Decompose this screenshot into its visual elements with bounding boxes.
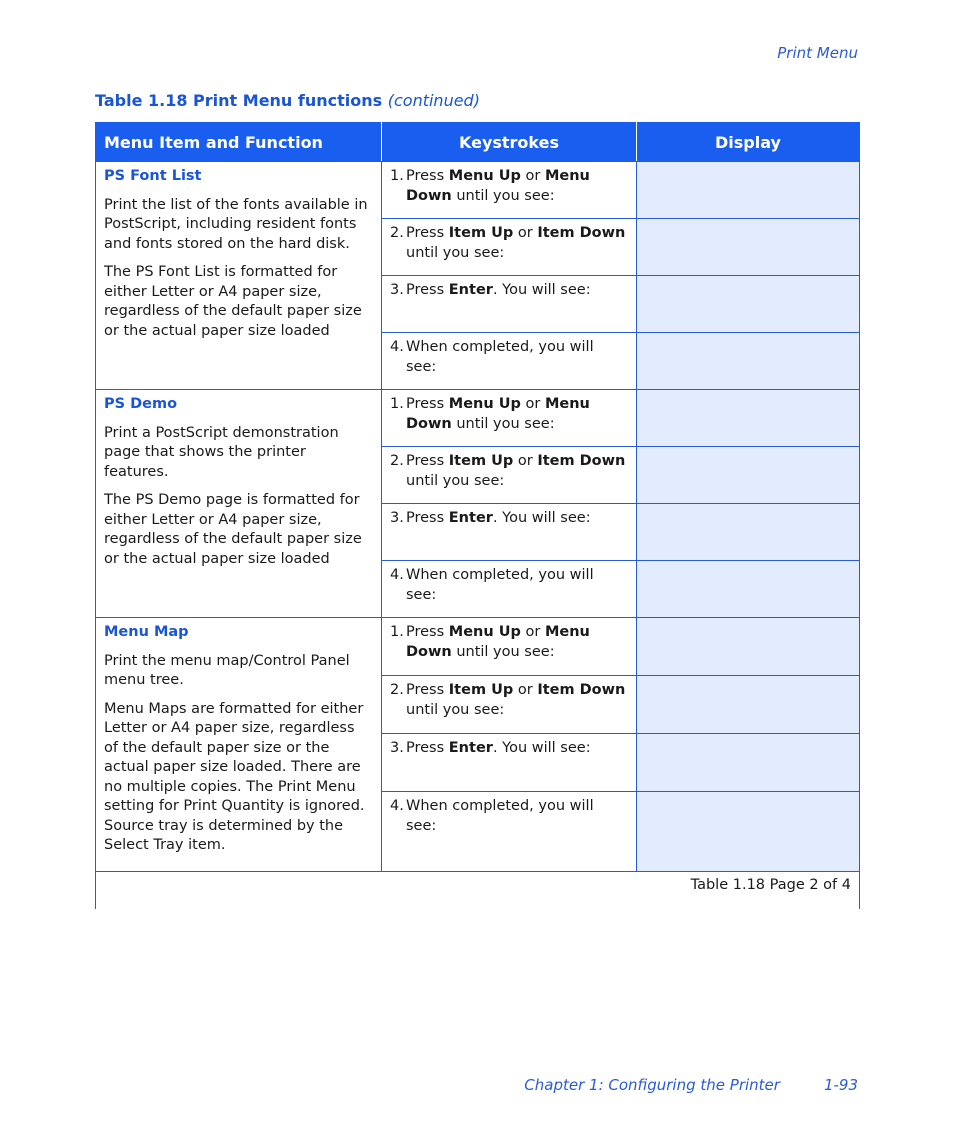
- keystroke-step-1: [382, 162, 637, 219]
- menu-item-cell: [96, 162, 382, 390]
- display-cell: [637, 792, 860, 871]
- print-menu-functions-table: [95, 122, 860, 909]
- step-key: Item Down: [537, 225, 626, 241]
- table-caption: [95, 91, 480, 110]
- step-text: Press: [406, 282, 449, 298]
- step-key: Menu Down: [406, 624, 590, 660]
- step-text: Press: [406, 740, 449, 757]
- step-text: . You will see:: [492, 282, 591, 298]
- step-text: Press: [406, 396, 449, 412]
- table-row: [96, 162, 860, 219]
- display-cell: [637, 618, 860, 676]
- step-key: Enter: [448, 510, 493, 526]
- step-number: 1.: [390, 168, 404, 184]
- step-key: Enter: [448, 740, 493, 757]
- display-cell: [637, 219, 860, 276]
- step-key: Item Up: [448, 682, 514, 699]
- step-text: or: [513, 225, 538, 241]
- step-key: Item Down: [537, 682, 626, 699]
- display-cell: [637, 734, 860, 792]
- step-key: Item Up: [448, 225, 514, 241]
- step-text: until you see:: [451, 187, 555, 204]
- table-caption-continued: (continued): [387, 91, 480, 110]
- step-key: Item Up: [448, 453, 514, 469]
- step-number: 2.: [390, 682, 404, 699]
- menu-item-description: Print the list of the fonts available in PostScript, including resident fonts and fonts stored on the hard disk.: [104, 196, 368, 252]
- running-footer: [524, 1076, 858, 1094]
- table-header-row: [96, 123, 860, 162]
- step-number: 3.: [390, 282, 404, 298]
- step-text: or: [520, 396, 545, 412]
- step-text: When completed, you will see:: [406, 567, 594, 603]
- page-number: 1-93: [823, 1076, 858, 1094]
- step-number: 4.: [390, 798, 404, 815]
- display-cell: [637, 447, 860, 504]
- keystroke-step-3: [382, 276, 637, 333]
- step-text: until you see:: [406, 701, 505, 718]
- step-key: Menu Down: [406, 396, 590, 432]
- running-header: Print Menu: [777, 44, 858, 62]
- step-text: When completed, you will see:: [406, 798, 594, 834]
- display-cell: [637, 333, 860, 390]
- keystroke-step-2: [382, 676, 637, 734]
- menu-item-name: Menu Map: [104, 624, 189, 640]
- keystroke-step-4: [382, 561, 637, 618]
- step-text: Press: [406, 453, 449, 469]
- menu-item-description: Print the menu map/Control Panel menu tree.: [104, 652, 350, 688]
- step-key: Item Down: [537, 453, 626, 469]
- table-caption-label: Table 1.18 Print Menu functions: [95, 91, 383, 110]
- step-number: 4.: [390, 339, 404, 355]
- step-key: Menu Up: [448, 624, 521, 640]
- step-text: Press: [406, 682, 449, 699]
- step-text: . You will see:: [492, 510, 591, 526]
- step-text: Press: [406, 225, 449, 241]
- step-text: or: [513, 453, 538, 469]
- step-number: 4.: [390, 567, 404, 583]
- keystroke-step-1: [382, 390, 637, 447]
- step-number: 2.: [390, 453, 404, 469]
- step-number: 3.: [390, 510, 404, 526]
- column-header-menu-item: Menu Item and Function: [96, 123, 382, 162]
- display-cell: [637, 561, 860, 618]
- step-number: 2.: [390, 225, 404, 241]
- menu-item-name: PS Font List: [104, 168, 202, 184]
- step-key: Enter: [448, 282, 493, 298]
- step-text: or: [513, 682, 538, 699]
- keystroke-step-3: [382, 734, 637, 792]
- step-key: Menu Up: [448, 168, 521, 184]
- display-cell: [637, 676, 860, 734]
- keystroke-step-2: [382, 447, 637, 504]
- keystroke-step-1: [382, 618, 637, 676]
- step-text: until you see:: [406, 472, 505, 489]
- menu-item-description: The PS Font List is formatted for either Letter or A4 paper size, regardless of the default paper size or the actual paper size loaded: [104, 264, 362, 339]
- step-text: or: [520, 624, 545, 640]
- step-text: Press: [406, 624, 449, 640]
- column-header-display: Display: [637, 123, 860, 162]
- display-cell: [637, 276, 860, 333]
- keystroke-step-4: [382, 333, 637, 390]
- column-header-keystrokes: Keystrokes: [382, 123, 637, 162]
- step-number: 1.: [390, 396, 404, 412]
- keystroke-step-2: [382, 219, 637, 276]
- step-text: until you see:: [451, 415, 555, 432]
- keystroke-step-3: [382, 504, 637, 561]
- menu-item-name: PS Demo: [104, 396, 178, 412]
- step-key: Menu Down: [406, 168, 590, 204]
- step-number: 1.: [390, 624, 404, 640]
- table-page-indicator: Table 1.18 Page 2 of 4: [96, 871, 860, 909]
- display-cell: [637, 162, 860, 219]
- step-text: When completed, you will see:: [406, 339, 594, 375]
- menu-item-description: The PS Demo page is formatted for either Letter or A4 paper size, regardless of the default paper size or the actual paper size loaded: [104, 492, 362, 567]
- keystroke-step-4: [382, 792, 637, 871]
- table-footer-row: [96, 871, 860, 909]
- menu-item-cell: [96, 618, 382, 872]
- step-text: Press: [406, 168, 449, 184]
- menu-item-description: Menu Maps are formatted for either Letter or A4 paper size, regardless of the default paper size or the actual paper size loaded. There are no multiple copies. The Print Menu setting for Print Quantity is ignored. Source tray is determined by the Select Tray item.: [104, 700, 365, 853]
- display-cell: [637, 390, 860, 447]
- display-cell: [637, 504, 860, 561]
- step-text: until you see:: [406, 244, 505, 261]
- table-row: [96, 618, 860, 676]
- menu-item-cell: [96, 390, 382, 618]
- step-text: Press: [406, 510, 449, 526]
- step-text: until you see:: [451, 643, 555, 660]
- step-key: Menu Up: [448, 396, 521, 412]
- menu-item-description: Print a PostScript demonstration page that shows the printer features.: [104, 424, 339, 480]
- chapter-title: Chapter 1: Configuring the Printer: [524, 1076, 780, 1094]
- step-text: or: [520, 168, 545, 184]
- step-number: 3.: [390, 740, 404, 757]
- step-text: . You will see:: [492, 740, 591, 757]
- table-row: [96, 390, 860, 447]
